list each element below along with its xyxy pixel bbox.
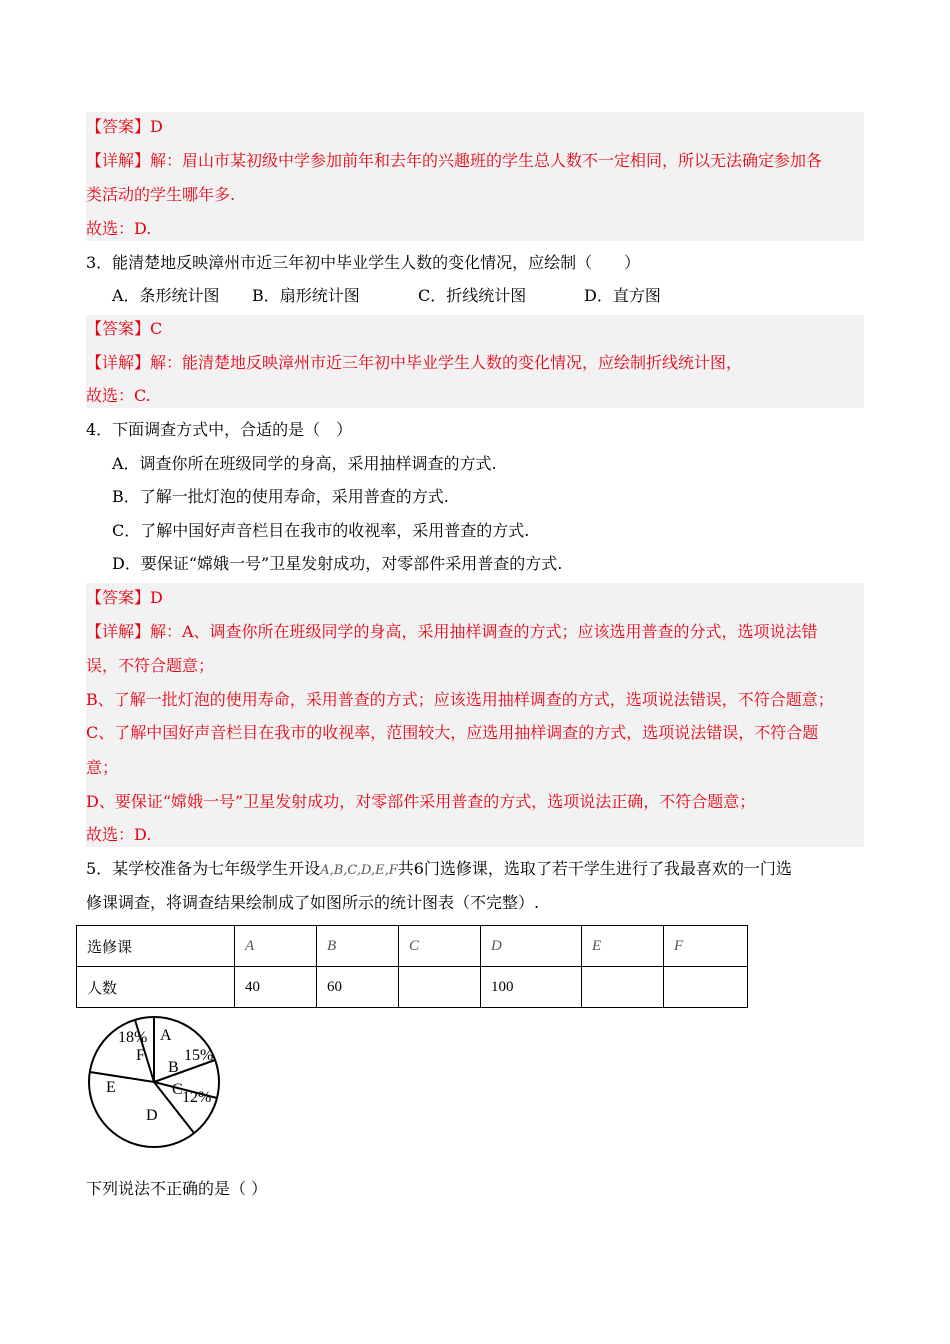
table-count-cell xyxy=(664,967,748,1008)
table-count-cell xyxy=(399,967,481,1008)
pie-chart xyxy=(86,1012,226,1152)
table-row xyxy=(77,926,748,967)
pie-label-f-pct: 18% xyxy=(118,1029,148,1046)
q5-stem-letters: A,B,C,D,E,F xyxy=(320,863,398,878)
table-course-cell: E xyxy=(582,926,664,967)
q4-detail-line: 【详解】解：A、调查你所在班级同学的身高，采用抽样调查的方式；应该选用普查的分式，选项说法错 xyxy=(86,622,818,641)
q3-option-b: B．扇形统计图 xyxy=(252,286,360,305)
q4-detail-line: 误，不符合题意； xyxy=(86,656,215,675)
table-row xyxy=(77,967,748,1008)
q4-detail-line: B、了解一批灯泡的使用寿命，采用普查的方式；应该选用抽样调查的方式，选项说法错误，不符合题意； xyxy=(86,690,834,709)
q4-detail-line: D、要保证“嫦娥一号”卫星发射成功，对零部件采用普查的方式，选项说法正确，不符合题意； xyxy=(86,792,756,811)
q4-detail-line: 意； xyxy=(86,758,119,777)
q3-stem: 3．能清楚地反映漳州市近三年初中毕业学生人数的变化情况，应绘制（ ） xyxy=(86,253,641,272)
table-count-cell xyxy=(582,967,664,1008)
q2-answer-block xyxy=(86,112,864,241)
table-course-cell: A xyxy=(235,926,317,967)
table-count-cell: 40 xyxy=(235,967,317,1008)
q3-option-a: A．条形统计图 xyxy=(112,286,220,305)
q3-answer: 【答案】C xyxy=(86,319,163,338)
pie-label-b: B xyxy=(168,1059,179,1076)
q5-stem-part-b: 共6门选修课，选取了若干学生进行了我最喜欢的一门选 xyxy=(397,859,792,878)
q5-stem-line-1 xyxy=(86,859,792,881)
q4-choice: 故选：D. xyxy=(86,825,152,844)
pie-label-c-pct: 12% xyxy=(182,1089,212,1106)
q4-answer: 【答案】D xyxy=(86,588,163,607)
q4-option-a: A．调查你所在班级同学的身高，采用抽样调查的方式. xyxy=(112,454,497,473)
q5-question: 下列说法不正确的是（ ） xyxy=(86,1179,268,1198)
q4-option-c: C．了解中国好声音栏目在我市的收视率，采用普查的方式. xyxy=(112,521,530,540)
table-header-cell: 人数 xyxy=(77,967,235,1008)
pie-label-a: A xyxy=(160,1027,172,1044)
table-course-cell: F xyxy=(664,926,748,967)
q4-stem: 4．下面调查方式中，合适的是（ ） xyxy=(86,420,353,439)
q3-option-d: D．直方图 xyxy=(584,286,661,305)
pie-label-f: F xyxy=(136,1047,145,1064)
q2-detail-line-2: 类活动的学生哪年多. xyxy=(86,185,236,204)
q3-option-c: C．折线统计图 xyxy=(418,286,527,305)
pie-label-c: C xyxy=(172,1081,183,1098)
q2-choice: 故选：D. xyxy=(86,219,152,238)
q3-choice: 故选：C. xyxy=(86,386,151,405)
pie-label-d: D xyxy=(146,1107,158,1124)
pie-divider xyxy=(90,1072,154,1082)
q5-stem-part-a: 5．某学校准备为七年级学生开设 xyxy=(86,859,321,878)
table-course-cell: C xyxy=(399,926,481,967)
table-count-cell: 60 xyxy=(317,967,399,1008)
pie-label-e: E xyxy=(106,1079,116,1096)
table-header-cell: 选修课 xyxy=(77,926,235,967)
table-course-cell: D xyxy=(481,926,582,967)
q2-detail-line-1: 【详解】解：眉山市某初级中学参加前年和去年的兴趣班的学生总人数不一定相同，所以无法确定参加各 xyxy=(86,151,823,170)
q2-answer: 【答案】D xyxy=(86,117,163,136)
q5-stem-line-2: 修课调查，将调查结果绘制成了如图所示的统计图表（不完整）. xyxy=(86,893,540,912)
q4-option-d: D．要保证“嫦娥一号”卫星发射成功，对零部件采用普查的方式. xyxy=(112,554,563,573)
table-count-cell: 100 xyxy=(481,967,582,1008)
course-table xyxy=(76,925,748,1008)
table-course-cell: B xyxy=(317,926,399,967)
q3-detail: 【详解】解：能清楚地反映漳州市近三年初中毕业学生人数的变化情况，应绘制折线统计图， xyxy=(86,353,743,372)
q4-option-b: B．了解一批灯泡的使用寿命，采用普查的方式. xyxy=(112,487,449,506)
pie-label-b-pct: 15% xyxy=(184,1047,214,1064)
q4-detail-line: C、了解中国好声音栏目在我市的收视率，范围较大，应选用抽样调查的方式，选项说法错误，不符合题 xyxy=(86,723,819,742)
